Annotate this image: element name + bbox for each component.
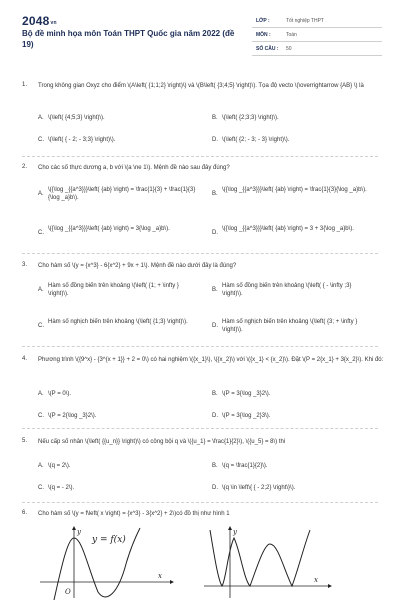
origin-label: O	[65, 588, 71, 596]
y-label: y	[77, 528, 81, 536]
x-label: x	[158, 572, 162, 580]
meta-class: LỚP : Tốt nghiệp THPT	[252, 14, 382, 28]
x-axis-arrow	[328, 584, 332, 588]
y-axis-arrow	[228, 526, 232, 530]
meta-count: SỐ CÂU : 50	[252, 42, 382, 56]
x-axis-arrow	[170, 580, 174, 584]
graph-absolute	[200, 524, 340, 600]
y-axis-arrow	[72, 526, 76, 530]
x-label: x	[314, 576, 318, 584]
divider	[22, 346, 378, 347]
meta-subject: MÔN : Toán	[252, 28, 382, 42]
divider	[22, 156, 378, 157]
exam-meta	[252, 14, 382, 56]
curve-label: y = f(x)	[92, 535, 126, 545]
exam-page: 2048vn Bộ đề minh họa môn Toán THPT Quốc gia năm 2022 (đề 19) LỚP : Tốt nghiệp THPT MÔN : Toán SỐ CÂU : 50 1. Trong không gian Oxyz cho điểm \(A\left( {1;1;2} \right)\) và \(B\left( {3;4;5} \right)\). Tọa độ vecto \(\overrightarrow {AB} \) là A. \(\left( {4;5;3} \right)\). B. \(\left( {2;3;3} \right)\). C. \(\left( { - 2; - 3;3} \right)\). D. \(\left( {2; - 3; - 3} \right)\). 2. Cho các số thực dương a, b với \(a \ne 1\). Mệnh đề nào sau đây đúng? A. \({\log _{{a^3}}}\left( {ab} \right) = \frac{1}{3} + \frac{1}{3}{\log _a}b\). B. \({\log _{{a^3}}}\left( {ab} \right) = \frac{1}{3}{\log _a}b\). C. \({\log _{{a^3}}}\left( {ab} \right) = 3{\log _a}b\). D. \({\log _{{a^3}}}\left( {ab} \right) = 3 + 3{\log _a}b\). 3. Cho hàm số \(y = {x^3} - 6{x^2} + 9x + 1\). Mệnh đề nào dưới đây là đúng? A. Hàm số đồng biến trên khoảng \(\left( {1; + \infty } \right)\). B. Hàm số đồng biến trên khoảng \(\left( { - \infty ;3} \right)\). C. Hàm số nghịch biến trên khoảng \(\left( {1;3} \right)\). D. Hàm số nghịch biến trên khoảng \(\left( {3; + \infty } \right)\). 4. Phương trình \({9^x} - {3^{x + 1}} + 2 = 0\) có hai nghiệm \({x_1}\), \({x_2}\) với \({x_1} < {x_2}\). Đặt \(P = 2{x_1} + 3{x_2}\). Khi đó: A. \(P = 0\). B. \(P = 3{\log _3}2\). C. \(P = 2{\log _3}2\). D. \(P = 3{\log _2}3\). 5. Nếu cấp số nhân \(\left( {{u_n}} \right)\) có công bội q và \({u_1} = \frac{1}{2}\), \({u_5} = 8\) thì A. \(q = 2\). B. \(q = \frac{1}{2}\). C. \(q = - 2\). D. \(q \in \left\{ { - 2;2} \right\}\). 6. Cho hàm số \(y = f\left( x \right) = {x^3} - 3{x^2} + 2\)có đồ thị như hình 1 y = f(x) y x O y x	[0, 0, 400, 600]
site-logo[interactable]: 2048vn	[22, 14, 57, 28]
divider	[22, 502, 378, 503]
graph-cubic	[36, 524, 176, 600]
divider	[22, 253, 378, 254]
header	[0, 0, 400, 64]
divider	[22, 428, 378, 429]
y-label: y	[233, 528, 237, 536]
abs-curve	[210, 530, 310, 586]
exam-title: Bộ đề minh họa môn Toán THPT Quốc gia năm 2022 (đề 19)	[22, 29, 235, 49]
